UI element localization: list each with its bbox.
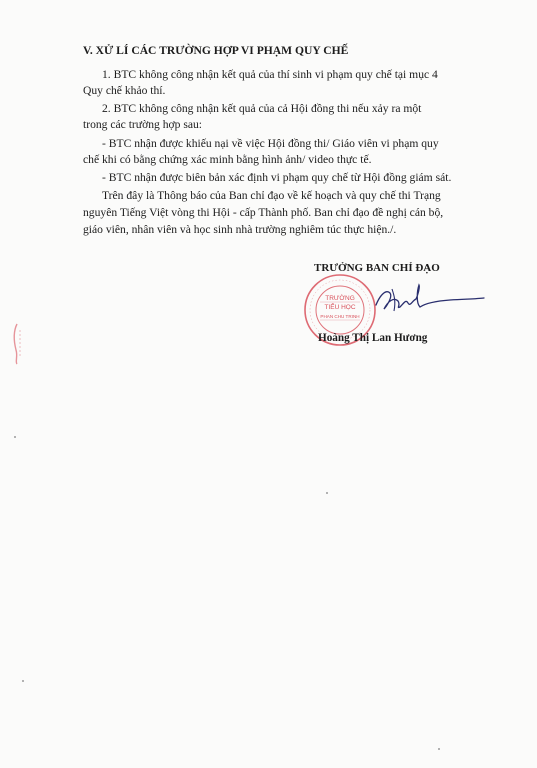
scan-speck [14, 436, 16, 438]
signatory-name: Hoàng Thị Lan Hương [318, 332, 428, 344]
closing-line2: nguyên Tiếng Việt vòng thi Hội - cấp Thành phố. Ban chỉ đạo đề nghị cán bộ, [83, 206, 444, 219]
item2-line2: trong các trường hợp sau: [83, 118, 202, 131]
svg-text:PHAN CHU TRINH: PHAN CHU TRINH [320, 314, 360, 319]
scan-speck [438, 748, 440, 750]
item1-line2: Quy chế khảo thí. [83, 84, 166, 97]
item1-line1: 1. BTC không công nhận kết quả của thí sinh vi phạm quy chế tại mục 4 [102, 68, 438, 81]
section-heading: V. XỬ LÍ CÁC TRƯỜNG HỢP VI PHẠM QUY CHẾ [83, 44, 349, 57]
svg-text:TIỂU HỌC: TIỂU HỌC [324, 304, 356, 311]
handwritten-signature [346, 281, 486, 317]
svg-text:TRƯỜNG: TRƯỜNG [325, 295, 355, 302]
signature-title: TRƯỞNG BAN CHỈ ĐẠO [314, 262, 440, 274]
item2-line1: 2. BTC không công nhận kết quả của cả Hội đồng thi nếu xảy ra một [102, 102, 422, 115]
closing-line3: giáo viên, nhân viên và học sinh nhà trường nghiêm túc thực hiện./. [83, 223, 397, 236]
scan-speck [22, 680, 24, 682]
scan-speck [326, 492, 328, 494]
bullet1-line1: - BTC nhận được khiếu nại về việc Hội đồng thi/ Giáo viên vi phạm quy [102, 137, 439, 150]
closing-line1: Trên đây là Thông báo của Ban chỉ đạo về kế hoạch và quy chế thi Trạng [102, 189, 441, 202]
bullet2: - BTC nhận được biên bản xác định vi phạm quy chế từ Hội đồng giám sát. [102, 171, 452, 184]
margin-stamp-mark [10, 322, 24, 366]
bullet1-line2: chế khi có bằng chứng xác minh bằng hình ảnh/ video thực tế. [83, 153, 372, 166]
